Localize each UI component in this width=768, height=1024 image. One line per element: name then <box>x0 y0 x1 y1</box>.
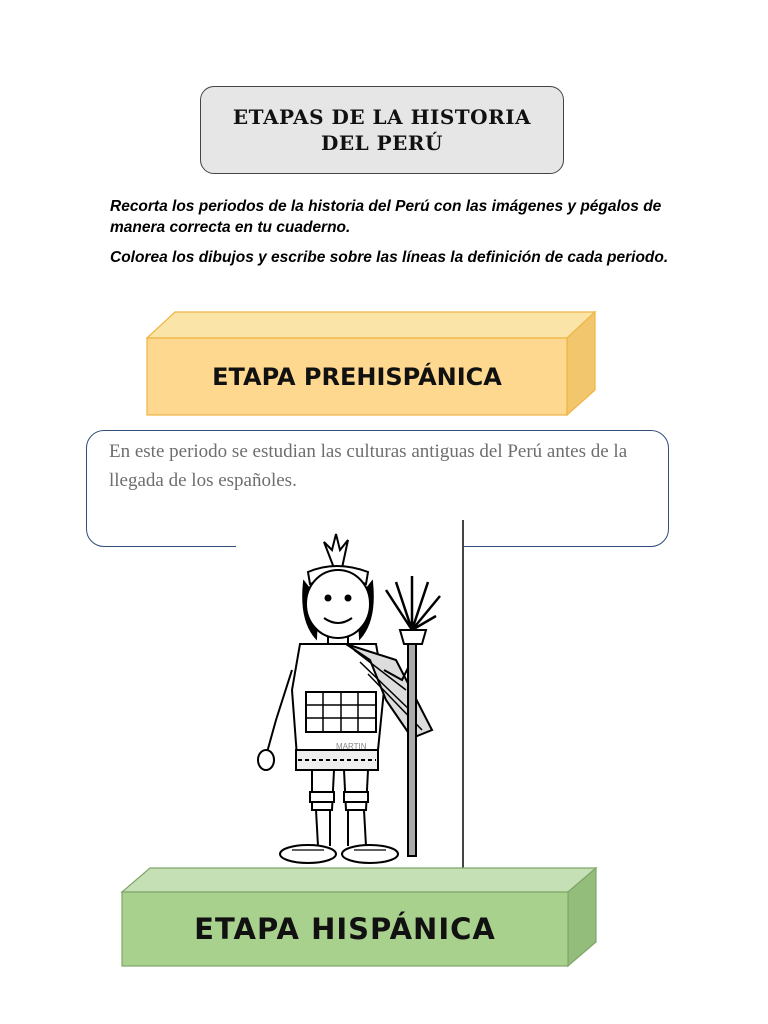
stage-block-hispanic <box>120 866 600 970</box>
definition-text: En este periodo se estudian las culturas antiguas del Perú antes de la llegada de los españoles. <box>109 441 628 491</box>
instruction-color-write: Colorea los dibujos y escribe sobre las líneas la definición de cada periodo. <box>110 249 669 266</box>
inca-warrior-icon <box>236 520 464 888</box>
title-box <box>200 86 564 174</box>
stage-label-hispanic: ETAPA HISPÁNICA <box>194 912 496 946</box>
illustration-card <box>236 520 464 888</box>
title-line-1: ETAPAS DE LA HISTORIA <box>232 105 532 129</box>
stage-block-prehispanic <box>145 310 600 418</box>
illustration-signature: MARTIN <box>336 742 367 751</box>
page-title <box>233 104 531 156</box>
stage-label-prehispanic: ETAPA PREHISPÁNICA <box>212 362 502 391</box>
instruction-cut-paste: Recorta los periodos de la historia del Perú con las imágenes y pégalos de manera correcta en tu cuaderno. <box>110 198 662 236</box>
title-line-2: DEL PERÚ <box>321 131 443 155</box>
